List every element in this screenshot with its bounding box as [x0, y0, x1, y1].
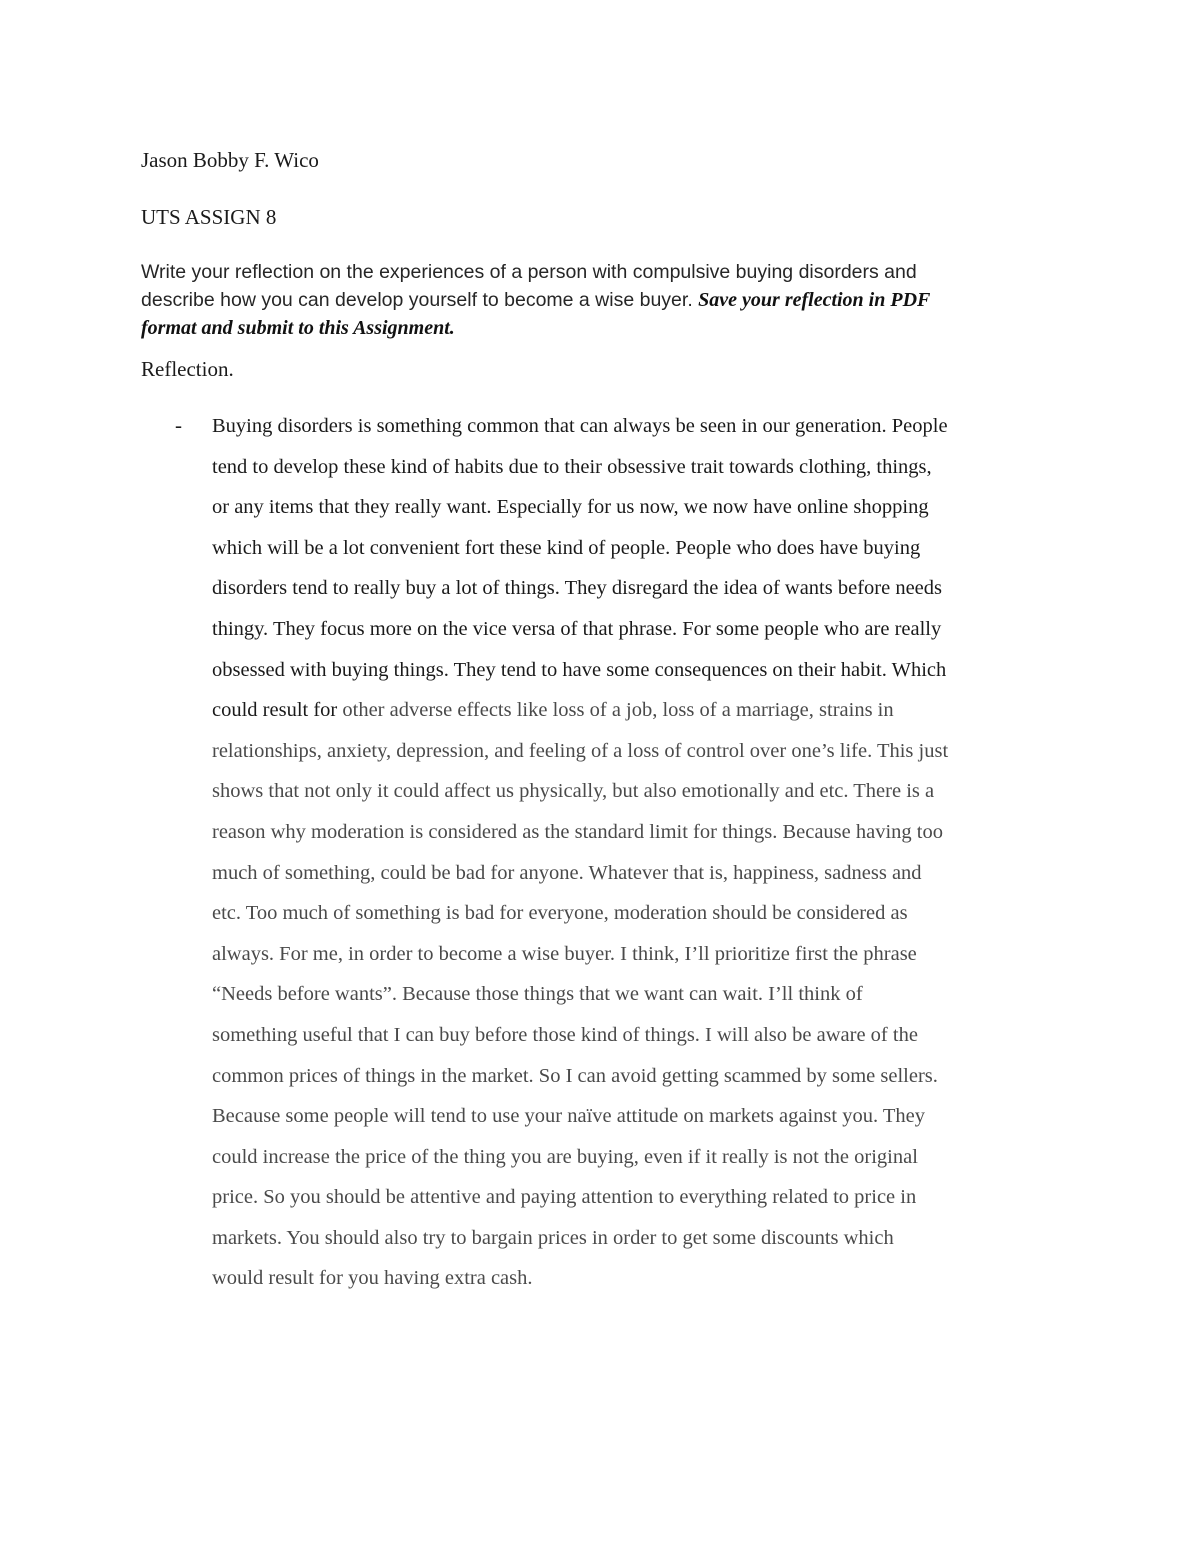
body-line: relationships, anxiety, depression, and feeling of a loss of control over one’s life. This just [212, 739, 949, 762]
body-line: “Needs before wants”. Because those things that we want can wait. I’ll think of [212, 983, 863, 1006]
body-line: price. So you should be attentive and paying attention to everything related to price in [212, 1186, 917, 1209]
body-line: tend to develop these kind of habits due to their obsessive trait towards clothing, things, [212, 455, 932, 478]
body-line: common prices of things in the market. So I can avoid getting scammed by some sellers. [212, 1064, 938, 1087]
reflection-body [212, 406, 1072, 1299]
prompt-emphasis-2: format and submit to this Assignment. [141, 317, 455, 339]
assignment-prompt [141, 258, 1041, 342]
body-line: obsessed with buying things. They tend to have some consequences on their habit. Which [212, 658, 947, 681]
body-line: Buying disorders is something common that can always be seen in our generation. People [212, 415, 948, 437]
body-line: etc. Too much of something is bad for everyone, moderation should be considered as [212, 902, 908, 925]
body-line: Because some people will tend to use your naïve attitude on markets against you. They [212, 1105, 925, 1128]
reflection-heading: Reflection. [141, 357, 234, 381]
body-line: which will be a lot convenient fort these kind of people. People who does have buying [212, 536, 921, 559]
body-line-mixed-grey: other adverse effects like loss of a job, loss of a marriage, strains in [342, 699, 894, 722]
prompt-emphasis-1: Save your reflection in PDF [698, 289, 931, 311]
body-line: reason why moderation is considered as the standard limit for things. Because having too [212, 820, 943, 843]
prompt-line-3 [141, 314, 1041, 342]
body-line: disorders tend to really buy a lot of things. They disregard the idea of wants before needs [212, 577, 943, 600]
body-line: markets. You should also try to bargain prices in order to get some discounts which [212, 1226, 894, 1249]
body-line: or any items that they really want. Especially for us now, we now have online shopping [212, 496, 929, 519]
author-name: Jason Bobby F. Wico [141, 148, 319, 172]
body-line: shows that not only it could affect us physically, but also emotionally and etc. There is a [212, 780, 935, 803]
body-line-mixed [212, 690, 1072, 731]
body-line: something useful that I can buy before those kind of things. I will also be aware of the [212, 1023, 918, 1046]
prompt-line-2 [141, 286, 1041, 314]
body-line: much of something, could be bad for anyone. Whatever that is, happiness, sadness and [212, 861, 922, 884]
prompt-line-1: Write your reflection on the experiences of a person with compulsive buying disorders and [141, 261, 917, 283]
body-line: thingy. They focus more on the vice versa of that phrase. For some people who are really [212, 617, 942, 640]
prompt-line-2-plain: describe how you can develop yourself to become a wise buyer. [141, 289, 699, 311]
assignment-title: UTS ASSIGN 8 [141, 205, 277, 229]
body-line: would result for you having extra cash. [212, 1267, 533, 1290]
body-line: always. For me, in order to become a wise buyer. I think, I’ll prioritize first the phrase [212, 942, 917, 965]
body-line: could increase the price of the thing you are buying, even if it really is not the original [212, 1145, 918, 1168]
bullet-dash: - [175, 413, 182, 437]
body-line-mixed-dark: could result for [212, 699, 343, 722]
